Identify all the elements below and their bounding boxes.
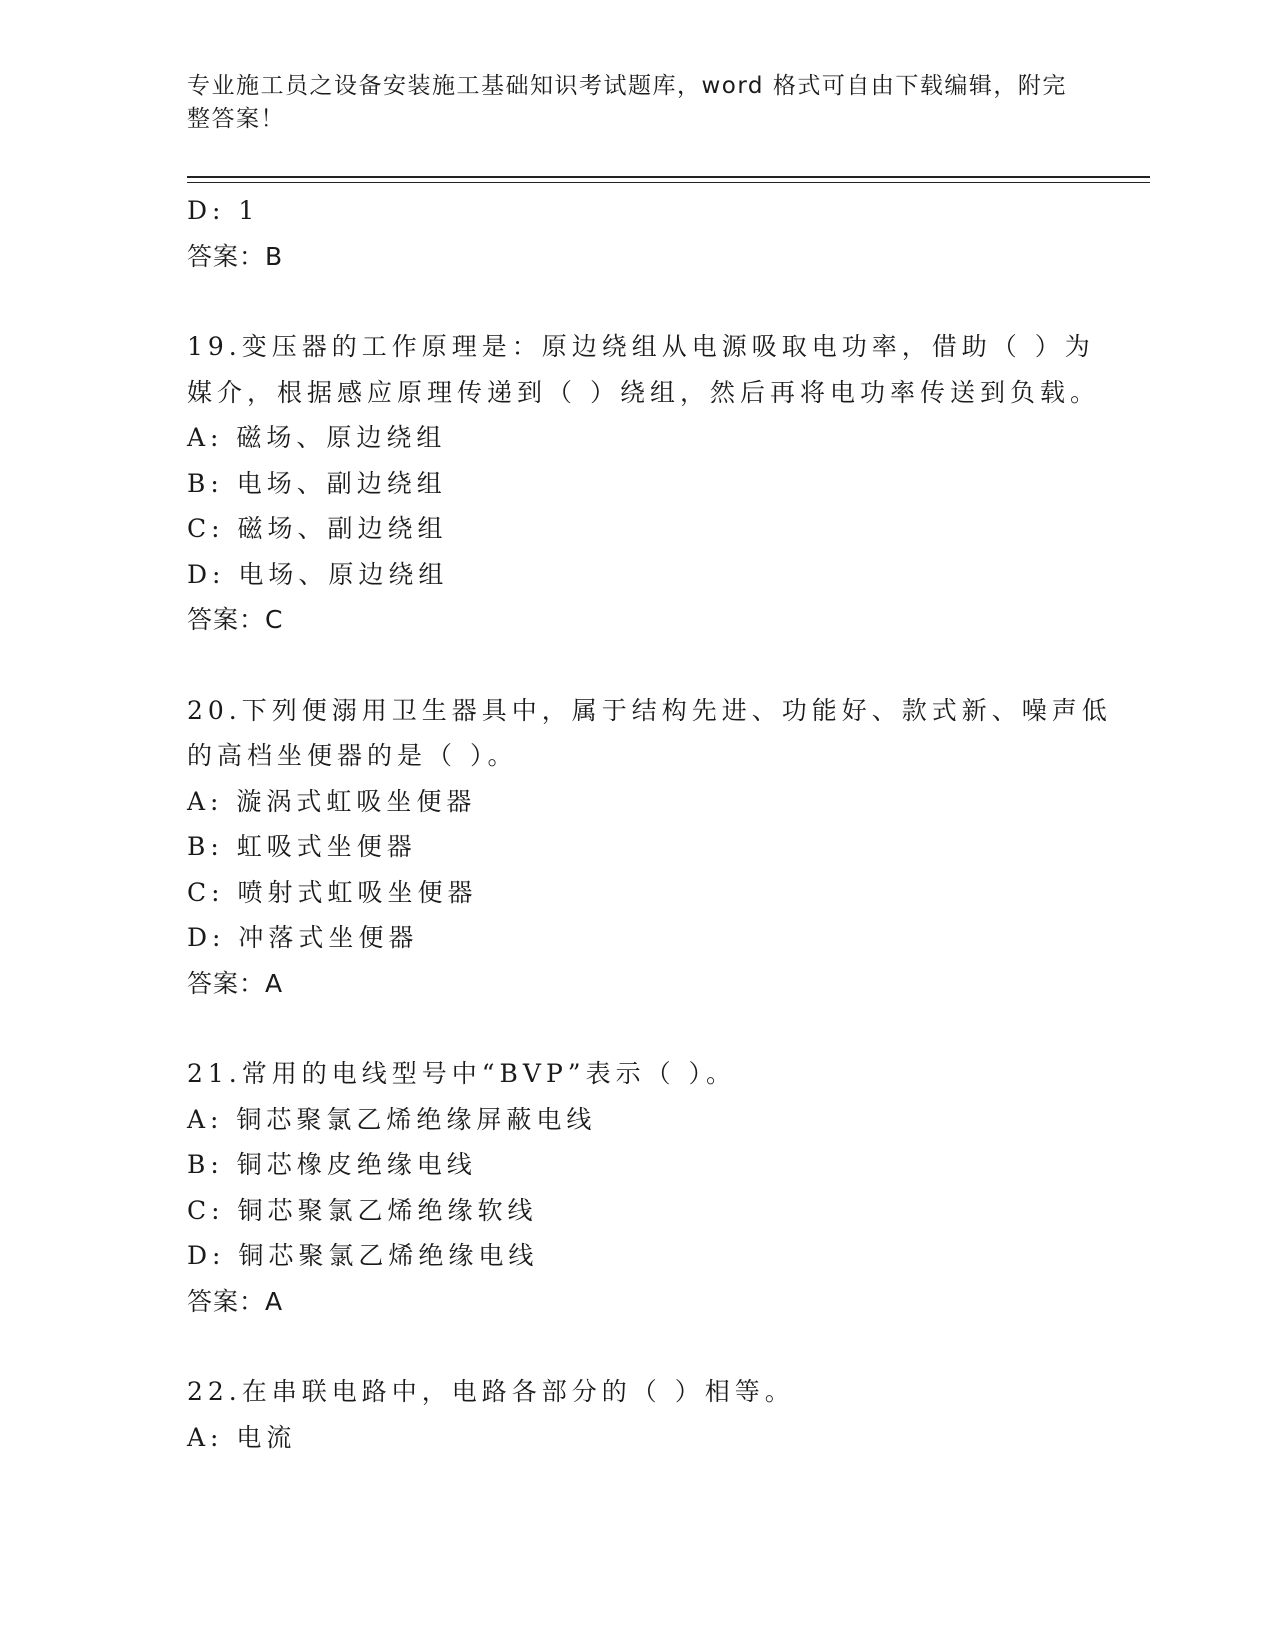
option-c: C: 铜芯聚氯乙烯绝缘软线 <box>187 1195 538 1225</box>
question-20 <box>187 688 1112 1007</box>
answer-line: 答案：B <box>187 241 284 271</box>
question-22 <box>187 1369 1087 1460</box>
answer-line: 答案：A <box>187 1286 284 1316</box>
question-stem-continued: 的高档坐便器的是（ ）。 <box>187 741 518 770</box>
header-divider-thin <box>187 182 1150 183</box>
option-a: A: 漩涡式虹吸坐便器 <box>187 786 477 816</box>
option-a: A: 磁场、原边绕组 <box>187 423 447 452</box>
header-divider-thick <box>187 176 1150 178</box>
question-stem: 22.在串联电路中，电路各部分的（ ）相等。 <box>187 1377 795 1406</box>
option-d: D: 1 <box>187 196 260 225</box>
question-stem: 20.下列便溺用卫生器具中，属于结构先进、功能好、款式新、噪声低 <box>187 695 1112 725</box>
option-b: B: 虹吸式坐便器 <box>187 832 417 861</box>
option-c: C: 喷射式虹吸坐便器 <box>187 877 478 907</box>
question-list <box>187 188 1112 1460</box>
option-a: A: 电流 <box>187 1422 297 1452</box>
answer-line: 答案：C <box>187 605 284 634</box>
option-d: D: 电场、原边绕组 <box>187 559 449 589</box>
question-stem: 21.常用的电线型号中“BVP”表示（ ）。 <box>187 1059 737 1088</box>
option-c: C: 磁场、副边绕组 <box>187 514 448 543</box>
question-stem-continued: 媒介，根据感应原理传递到（ ）绕组，然后再将电功率传送到负载。 <box>187 377 1100 407</box>
option-d: D: 铜芯聚氯乙烯绝缘电线 <box>187 1241 539 1270</box>
option-b: B: 电场、副边绕组 <box>187 468 447 498</box>
document-header <box>187 70 1067 136</box>
answer-line: 答案：A <box>187 968 284 998</box>
question-21 <box>187 1051 1087 1324</box>
option-d: D: 冲落式坐便器 <box>187 923 419 952</box>
option-a: A: 铜芯聚氯乙烯绝缘屏蔽电线 <box>187 1104 597 1134</box>
header-line-1: 专业施工员之设备安装施工基础知识考试题库，word 格式可自由下载编辑，附完 <box>187 73 1067 99</box>
option-b: B: 铜芯橡皮绝缘电线 <box>187 1150 477 1179</box>
question-19 <box>187 324 1100 643</box>
question-stem: 19.变压器的工作原理是：原边绕组从电源吸取电功率，借助（ ）为 <box>187 332 1095 361</box>
header-line-2: 整答案！ <box>187 106 285 132</box>
